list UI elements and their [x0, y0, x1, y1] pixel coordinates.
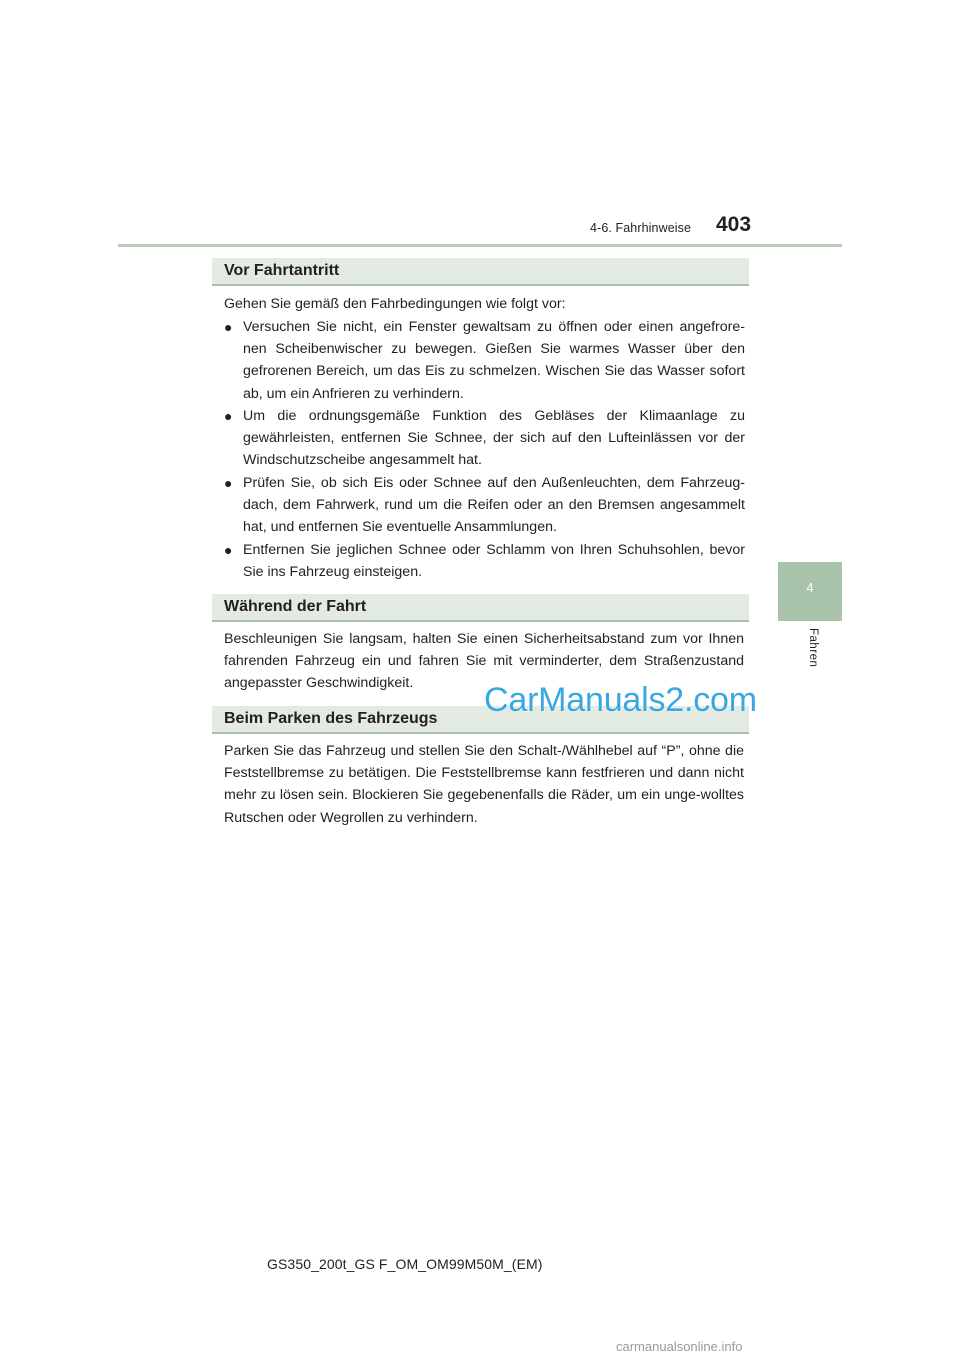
bullet-item [224, 539, 745, 583]
page-number: 403 [716, 213, 752, 236]
bullet-item [224, 472, 745, 539]
section-heading-text: Beim Parken des Fahrzeugs [224, 710, 438, 727]
chapter-label: Fahren [807, 628, 819, 668]
bullet-text: Entfernen Sie jeglichen Schnee oder Schlamm von Ihren Schuhsohlen, bevor Sie ins Fahrzeug einsteigen. [243, 542, 745, 581]
bullet-item [224, 405, 745, 472]
bullet-dot-icon: ● [224, 319, 233, 335]
section-heading-text: Vor Fahrtantritt [224, 262, 340, 279]
bullet-dot-icon: ● [224, 475, 233, 491]
section-heading-waehrend-der-fahrt [212, 594, 749, 622]
bullet-text: Versuchen Sie nicht, ein Fenster gewaltsam zu öffnen oder einen angefrore-nen Scheibenwischer zu bewegen. Gießen Sie warmes Wasser über den gefrorenen Bereich, um das Eis zu schmelzen. Wischen Sie das Wasser sofort ab, um ein Anfrieren zu verhindern. [243, 319, 745, 402]
section-heading-vor-fahrtantritt [212, 258, 749, 286]
section-body: Parken Sie das Fahrzeug und stellen Sie den Schalt-/Wählhebel auf “P”, ohne die Feststellbremse zu betätigen. Die Feststellbremse kann festfrieren und dann nicht mehr zu lösen sein. Blockieren Sie gegebenenfalls die Räder, um ein unge-wolltes Rutschen oder Wegrollen zu verhindern. [224, 743, 744, 826]
bullet-text: Prüfen Sie, ob sich Eis oder Schnee auf den Außenleuchten, dem Fahrzeug-dach, dem Fahrwerk, rund um die Reifen oder an den Bremsen angesammelt hat, und entfernen Sie eventuelle Ansammlungen. [243, 475, 745, 536]
section-body: Beschleunigen Sie langsam, halten Sie einen Sicherheitsabstand zum vor Ihnen fahrenden Fahrzeug ein und fahren Sie mit verminderter, dem Straßenzustand angepasster Geschwindigkeit. [224, 631, 744, 692]
watermark-logo: CarManuals2.com [484, 681, 757, 719]
chapter-number: 4 [806, 580, 814, 595]
chapter-tab [778, 562, 842, 621]
footer-doc-code: GS350_200t_GS F_OM_OM99M50M_(EM) [267, 1256, 543, 1272]
bullet-item [224, 316, 745, 405]
bullet-dot-icon: ● [224, 542, 233, 558]
bullet-dot-icon: ● [224, 408, 233, 424]
bullet-text: Um die ordnungsgemäße Funktion des Gebläses der Klimaanlage zu gewährleisten, entfernen Sie Schnee, der sich auf den Lufteinlässen vor der Windschutzscheibe angesammelt hat. [243, 408, 745, 469]
header-divider [118, 244, 842, 247]
section-heading-text: Während der Fahrt [224, 598, 367, 615]
footer-site-watermark: carmanualsonline.info [616, 1339, 743, 1354]
page-header-section: 4-6. Fahrhinweise [590, 221, 692, 235]
section-intro: Gehen Sie gemäß den Fahrbedingungen wie folgt vor: [224, 296, 566, 312]
